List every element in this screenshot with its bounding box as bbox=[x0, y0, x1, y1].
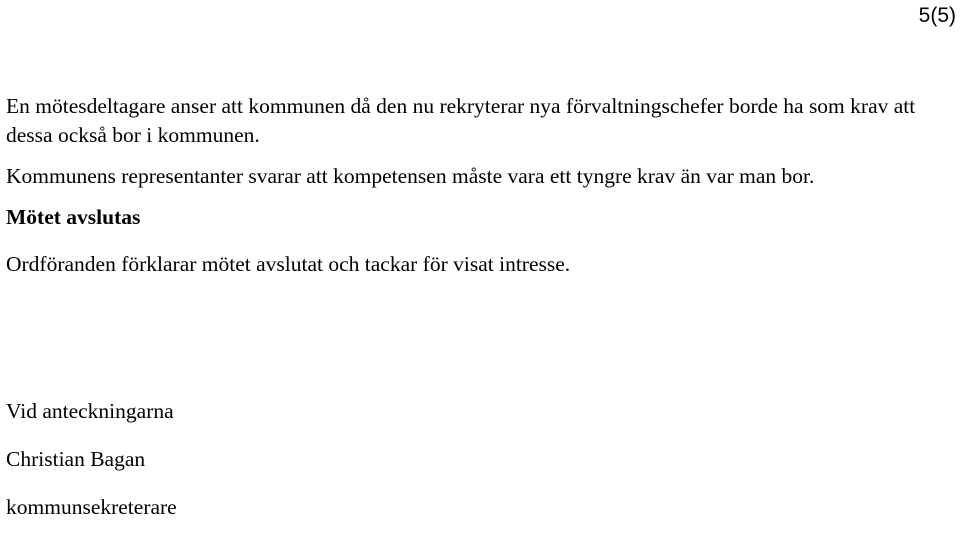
paragraph-representatives-reply: Kommunens representanter svarar att kompetensen måste vara ett tyngre krav än var man bor. bbox=[6, 164, 815, 188]
signature-block bbox=[6, 397, 177, 541]
signature-line-name: Christian Bagan bbox=[6, 447, 146, 471]
document-body bbox=[6, 92, 951, 279]
page-number: 5(5) bbox=[918, 4, 956, 27]
signature-line-notes: Vid anteckningarna bbox=[6, 399, 174, 423]
paragraph-closing: Ordföranden förklarar mötet avslutat och tackar för visat intresse. bbox=[6, 252, 571, 276]
signature-line-title: kommunsekreterare bbox=[6, 495, 177, 519]
paragraph-participant-opinion: En mötesdeltagare anser att kommunen då den nu rekryterar nya förvaltningschefer borde ha som krav att dessa också bor i kommunen. bbox=[6, 94, 916, 147]
section-heading: Mötet avslutas bbox=[6, 205, 141, 229]
